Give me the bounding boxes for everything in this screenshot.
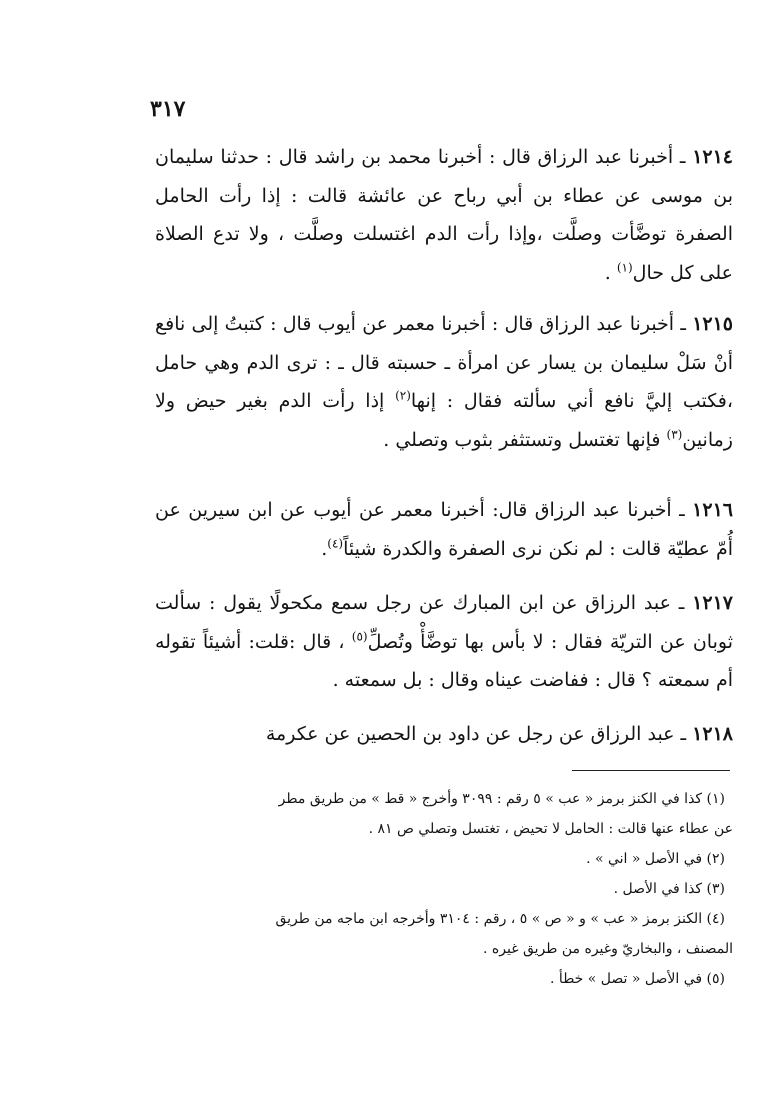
footnote-4: (٤) الكنز برمز « عب » و « ص » ٥ ، رقم : ٣١٠٤ وأخرجه ابن ماجه من طريق	[275, 911, 725, 927]
hadith-tail: فإنها تغتسل وتستثفر بثوب وتصلي .	[383, 428, 667, 451]
footnotes	[155, 784, 733, 994]
hadith-number: ١٢١٨	[692, 723, 733, 745]
footnote-3: (٣) كذا في الأصل .	[613, 881, 725, 897]
dash: ـ	[671, 499, 685, 521]
footnote-2: (٢) في الأصل « اني » .	[586, 851, 725, 867]
hadith-text: أخبرنا عبد الرزاق قال: أخبرنا معمر عن أيوب عن ابن سيرين عن أُمّ عطيّة قالت : لم نكن نرى الصفرة والكدرة شيئاً	[155, 499, 733, 560]
footnote-separator	[572, 770, 730, 771]
hadith-text: أخبرنا عبد الرزاق قال : أخبرنا محمد بن راشد قال : حدثنا سليمان بن موسى عن عطاء بن أبي رباح عن عائشة قالت : إذا رأت الحامل الصفرة توضَّأت وصلَّت ،وإذا رأت الدم اغتسلت وصلَّت ، ولا تدع الصلاة على كل حال	[155, 146, 733, 284]
footnote-ref: (٢)	[395, 388, 411, 403]
hadith-1214	[155, 138, 733, 292]
hadith-text: أخبرنا عبد الرزاق قال : أخبرنا معمر عن أيوب قال : كتبتُ إلى نافع أنْ سَلْ سليمان بن يسار عن امرأة ـ حسبته قال ـ : ترى الدم وهي حامل ،فكتب إليَّ نافع أني سألته فقال : إنها	[155, 313, 733, 412]
hadith-text: عبد الرزاق عن رجل عن داود بن الحصين عن عكرمة	[265, 723, 675, 745]
hadith-text-continued: إذا رأت الدم بغير حيض ولا زمانين	[155, 390, 733, 451]
dash: ـ	[673, 146, 686, 168]
hadith-number: ١٢١٦	[692, 499, 733, 521]
footnote-ref: (٥)	[351, 629, 368, 644]
footnote-1: (١) كذا في الكنز برمز « عب » ٥ رقم : ٣٠٩٩ وأخرج « قط » من طريق مطر	[278, 791, 725, 807]
footnote-ref: (١)	[616, 260, 633, 275]
footnote-4-continued: المصنف ، والبخاريّ وغيره من طريق غيره .	[483, 941, 733, 957]
hadith-1216	[155, 491, 733, 568]
hadith-tail: ، قال :قلت: أشيئاً تقوله أم سمعته ؟ قال : ففاضت عيناه وقال : بل سمعته .	[155, 630, 733, 691]
hadith-1218	[155, 715, 733, 754]
hadith-number: ١٢١٧	[692, 592, 733, 614]
page-number: ٣١٧	[150, 96, 186, 122]
hadith-tail: .	[321, 537, 328, 560]
hadith-tail: .	[604, 261, 617, 284]
hadith-number: ١٢١٥	[692, 313, 734, 335]
hadith-1215	[155, 305, 733, 459]
footnote-ref: (٤)	[327, 536, 344, 551]
dash: ـ	[670, 592, 685, 614]
dash: ـ	[674, 313, 686, 335]
hadith-number: ١٢١٤	[692, 146, 734, 168]
hadith-text: عبد الرزاق عن ابن المبارك عن رجل سمع مكحولًا يقول : سألت ثوبان عن التريّة فقال : لا بأس بها توضَّأْ وتُصلِّ	[155, 592, 733, 653]
footnote-5: (٥) في الأصل « تصل » خطأ .	[550, 971, 725, 987]
hadith-1217	[155, 584, 733, 700]
footnote-1-continued: عن عطاء عنها قالت : الحامل لا تحيض ، تغتسل وتصلي ص ٨١ .	[368, 821, 733, 837]
footnote-ref: (٣)	[666, 427, 683, 442]
dash: ـ	[674, 723, 687, 745]
